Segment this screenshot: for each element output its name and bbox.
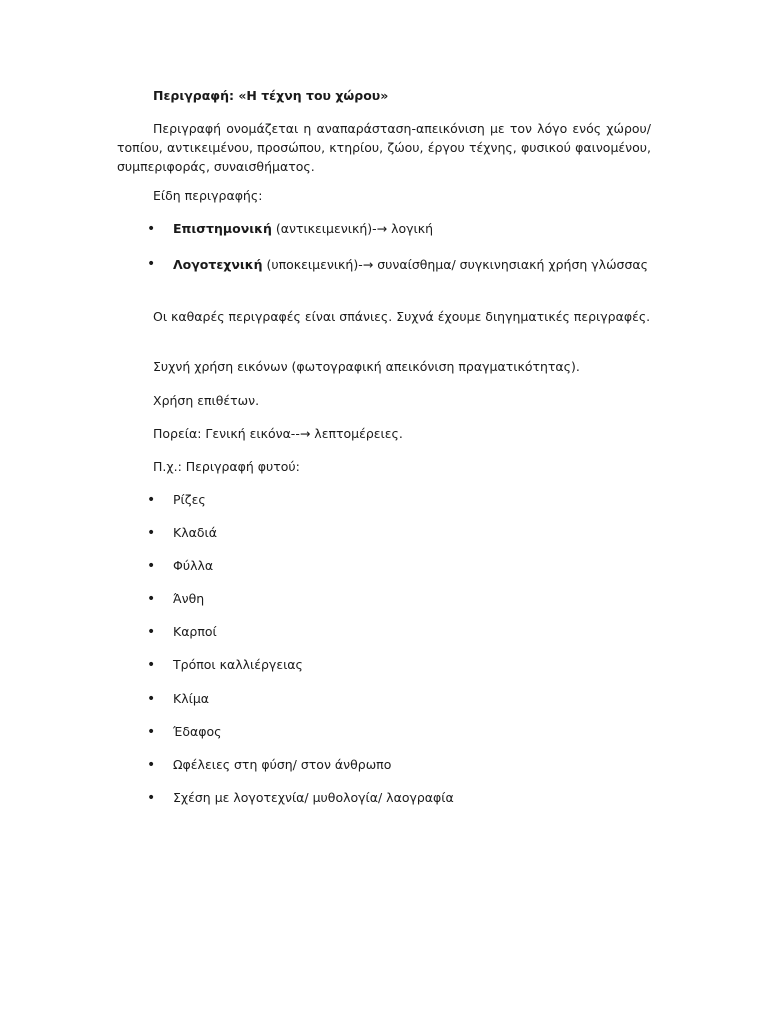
list-item: • Σχέση με λογοτεχνία/ μυθολογία/ λαογραφία [173, 790, 454, 805]
course-line [153, 426, 403, 441]
example-heading: Π.χ.: Περιγραφή φυτού: [153, 459, 300, 474]
type-result: συναίσθημα/ συγκινησιακή χρήση γλώσσας [373, 257, 648, 272]
note-paragraph: Οι καθαρές περιγραφές είναι σπάνιες. Συχνά έχουμε διηγηματικές περιγραφές. [153, 309, 651, 324]
types-heading: Είδη περιγραφής: [153, 188, 263, 203]
type-term: Επιστημονική [173, 221, 272, 236]
list-item: • Ωφέλειες στη φύση/ στον άνθρωπο [173, 757, 391, 772]
list-item: • Κλίμα [173, 691, 209, 706]
arrow-icon: → [362, 257, 374, 272]
list-item: • Άνθη [173, 591, 204, 606]
type-desc: (αντικειμενική)- [271, 221, 377, 236]
epithets-line: Χρήση επιθέτων. [153, 393, 260, 408]
arrow-icon: → [299, 426, 311, 441]
course-text: Πορεία: Γενική εικόνα-- [153, 426, 300, 441]
definition-paragraph: Περιγραφή ονομάζεται η αναπαράσταση-απεικόνιση με τον λόγο ενός χώρου/ τοπίου, αντικειμένου, προσώπου, κτηρίου, ζώου, έργου τέχνης, φυσικού φαινομένου, συμπεριφοράς, συναισθήματος. [117, 121, 651, 174]
list-item: • Τρόποι καλλιέργειας [173, 657, 303, 672]
list-item: • Κλαδιά [173, 525, 217, 540]
list-item: • Καρποί [173, 624, 217, 639]
type-item-literary [173, 255, 651, 274]
page-title: Περιγραφή: «Η τέχνη του χώρου» [153, 88, 389, 103]
course-result: λεπτομέρειες. [310, 426, 403, 441]
arrow-icon: → [376, 221, 388, 236]
type-result: λογική [387, 221, 434, 236]
images-line: Συχνή χρήση εικόνων (φωτογραφική απεικόνιση πραγματικότητας). [153, 359, 580, 374]
type-desc: (υποκειμενική)- [262, 257, 363, 272]
list-item: • Έδαφος [173, 724, 221, 739]
list-item: • Ρίζες [173, 492, 206, 507]
type-term: Λογοτεχνική [173, 257, 263, 272]
type-item-scientific [173, 221, 433, 236]
list-item: • Φύλλα [173, 558, 213, 573]
